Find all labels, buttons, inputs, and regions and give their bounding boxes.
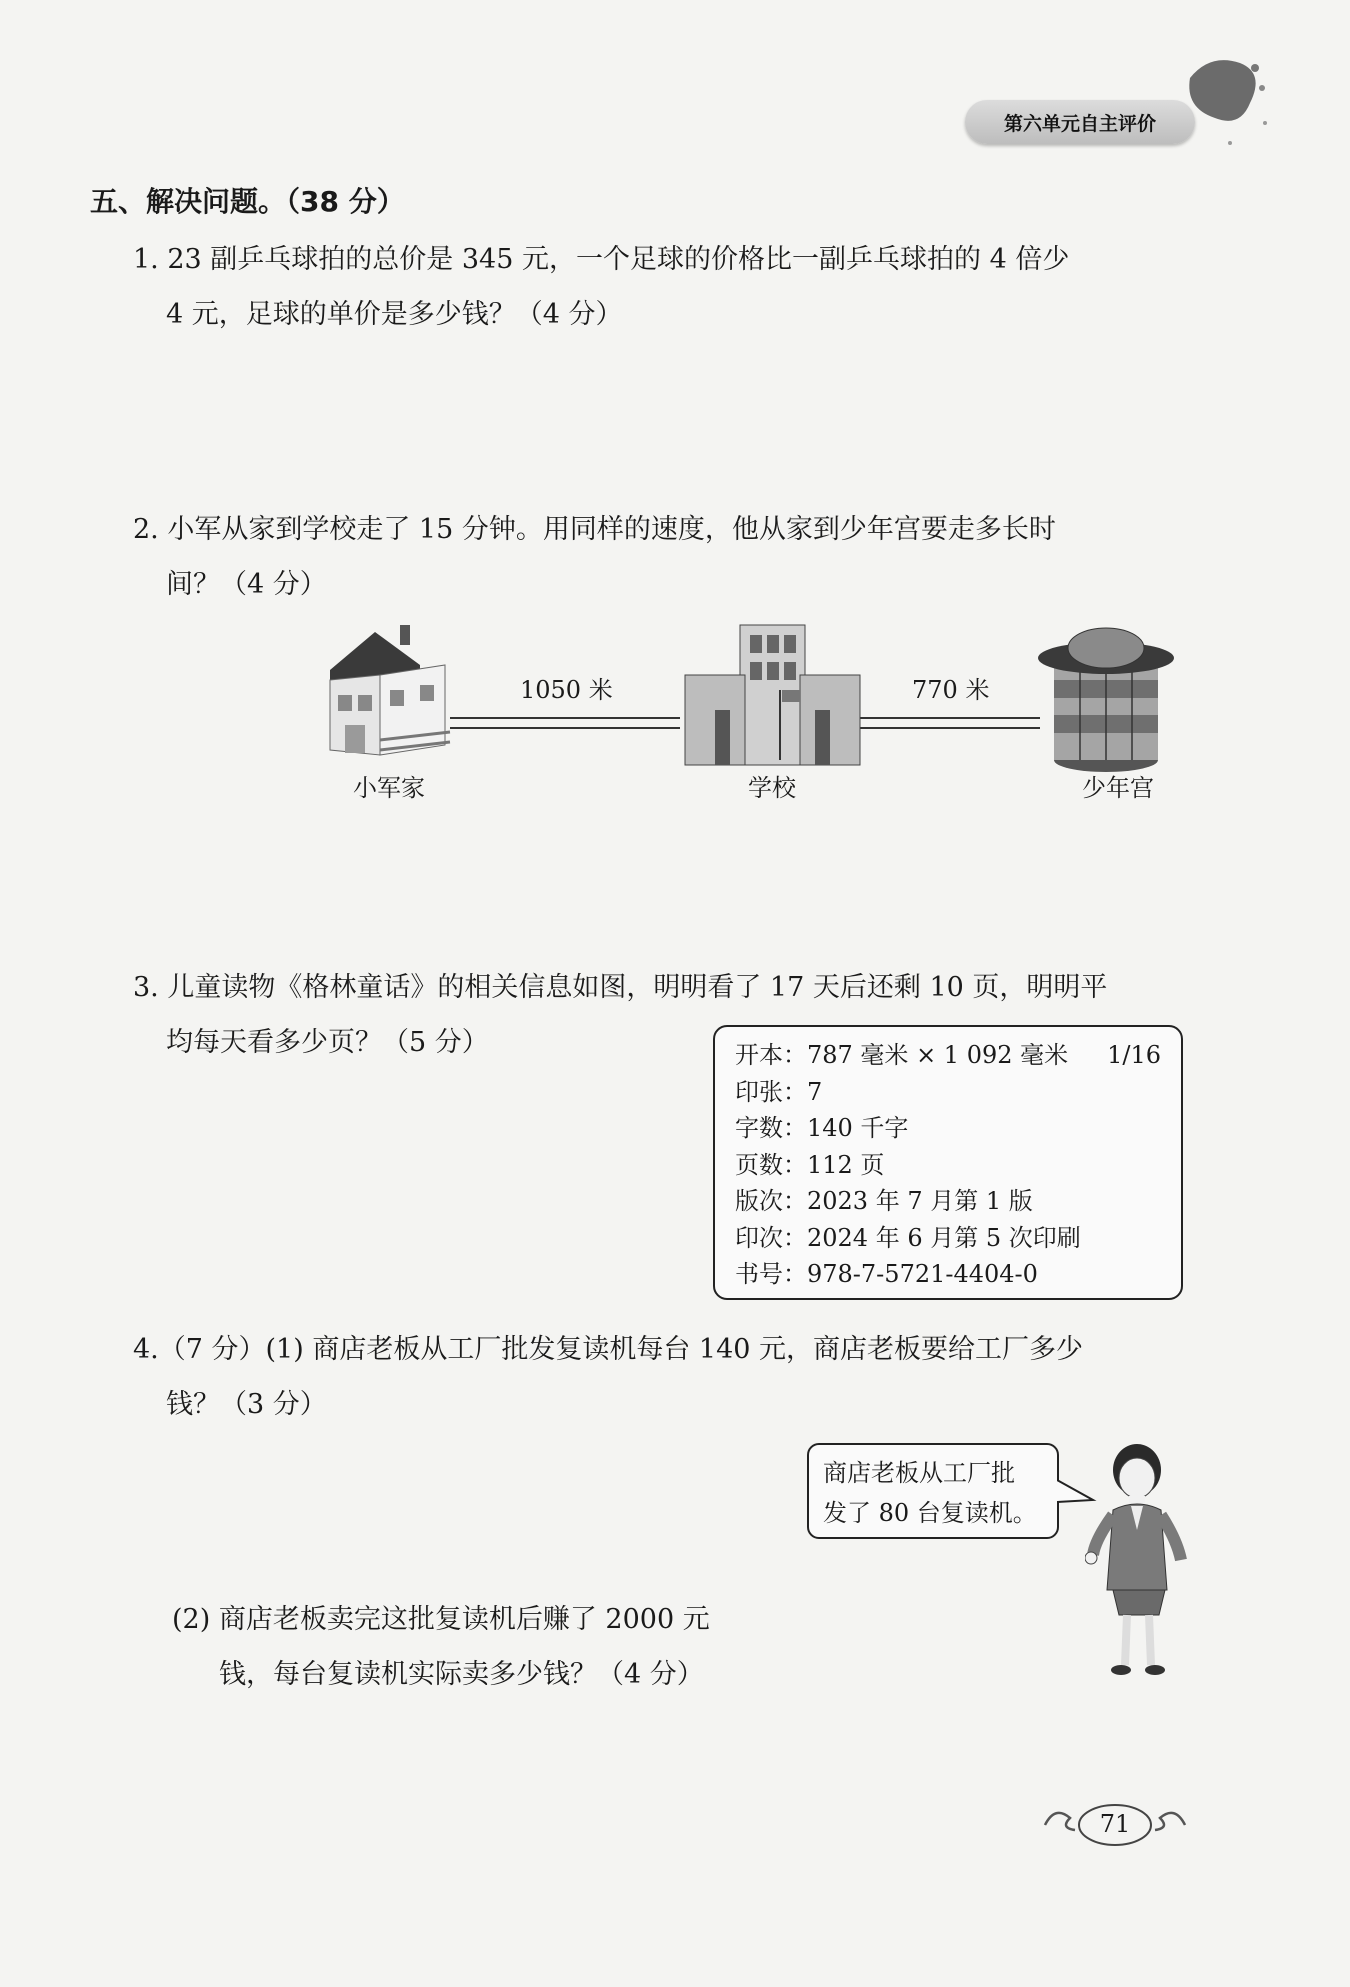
unit-banner-text: 第六单元自主评价 [1003, 112, 1156, 135]
distance-home-school: 1050 米 [520, 676, 613, 704]
label-school: 学校 [748, 774, 796, 802]
question-3-line-1: 3. 儿童读物《格林童话》的相关信息如图，明明看了 17 天后还剩 10 页，明明平 [133, 972, 1108, 1003]
section-title: 五、解决问题。（38 分） [90, 185, 405, 218]
question-2-line-1: 2. 小军从家到学校走了 15 分钟。用同样的速度，他从家到少年宫要走多长时 [133, 514, 1056, 545]
road-home-school [450, 718, 680, 728]
question-3-line-2: 均每天看多少页？（5 分） [166, 1027, 489, 1058]
question-1-line-1: 1. 23 副乒乓球拍的总价是 345 元，一个足球的价格比一副乒乓球拍的 4 倍少 [133, 244, 1070, 275]
question-4-part-1 [133, 1322, 1083, 1432]
question-1 [133, 232, 1069, 342]
book-isbn: 书号：978-7-5721-4404-0 [735, 1260, 1038, 1288]
unit-banner [965, 100, 1195, 144]
speech-bubble-line-2: 发了 80 台复读机。 [823, 1499, 1037, 1527]
label-youth-palace: 少年宫 [1082, 774, 1154, 802]
question-4-part-2-line-1: (2) 商店老板卖完这批复读机后赚了 2000 元 [172, 1604, 710, 1635]
book-words: 字数：140 千字 [735, 1114, 909, 1142]
road-school-palace [860, 718, 1040, 728]
shopkeeper-woman-icon [1085, 1440, 1195, 1680]
page-number: 71 [1099, 1810, 1131, 1838]
distance-school-palace: 770 米 [912, 676, 990, 704]
question-4-part-2 [172, 1592, 710, 1702]
book-printing: 印次：2024 年 6 月第 5 次印刷 [735, 1223, 1081, 1252]
book-format-suffix: 1/16 [1107, 1041, 1161, 1069]
route-diagram [320, 620, 1200, 810]
question-2 [133, 502, 1056, 612]
book-format: 开本：787 毫米 × 1 092 毫米 [735, 1041, 1069, 1069]
book-sheets: 印张：7 [735, 1077, 823, 1106]
question-1-line-2: 4 元，足球的单价是多少钱？（4 分） [166, 299, 623, 330]
question-4-part-1-line-1: 4.（7 分）(1) 商店老板从工厂批发复读机每台 140 元，商店老板要给工厂多少 [133, 1334, 1084, 1365]
book-format-row [735, 1037, 1161, 1074]
label-home: 小军家 [353, 774, 425, 802]
house-icon [330, 625, 450, 755]
question-4-part-1-line-2: 钱？（3 分） [166, 1389, 327, 1420]
question-2-line-2: 间？（4 分） [166, 569, 327, 600]
speech-bubble-line-1: 商店老板从工厂批 [823, 1459, 1015, 1487]
youth-palace-icon [1038, 628, 1174, 772]
speech-bubble [807, 1443, 1059, 1539]
book-pages: 页数：112 页 [735, 1150, 885, 1179]
book-edition: 版次：2023 年 7 月第 1 版 [735, 1187, 1033, 1215]
book-info-box [713, 1025, 1183, 1300]
question-4-part-2-line-2: 钱，每台复读机实际卖多少钱？（4 分） [219, 1659, 704, 1690]
school-icon [685, 625, 860, 765]
